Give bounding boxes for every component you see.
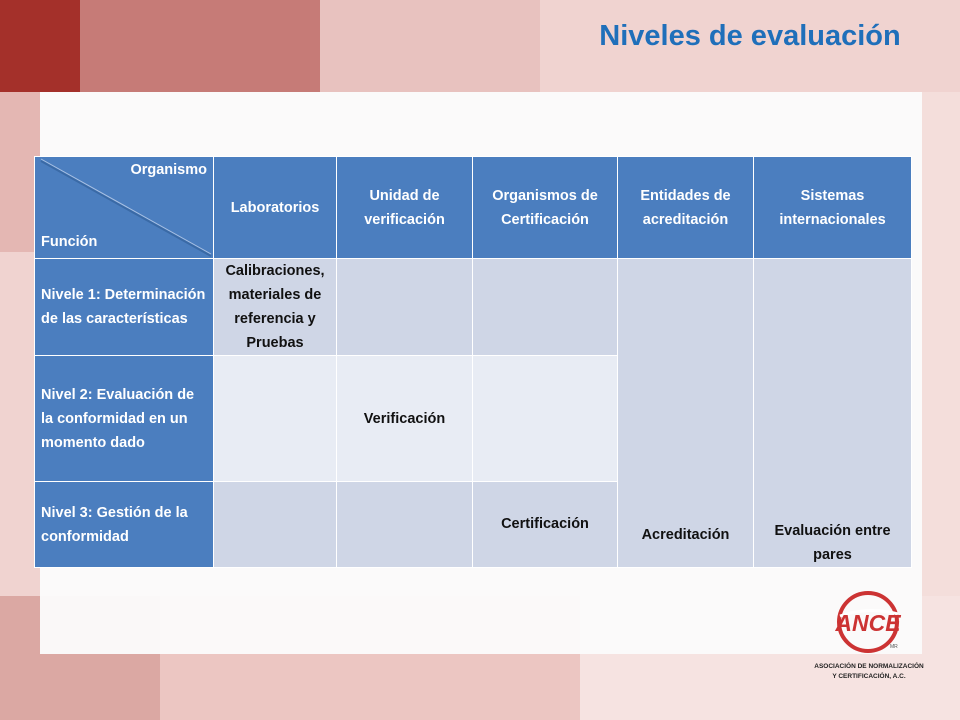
header-organismos-certificacion: Organismos de Certificación: [473, 157, 618, 259]
cell-oc-level2: [473, 356, 618, 482]
logo-caption-line1: ASOCIACIÓN DE NORMALIZACIÓN: [814, 663, 924, 670]
svg-text:ANCE: ANCE: [835, 610, 901, 636]
cell-labs-level3: [214, 482, 337, 568]
cell-oc-level3: Certificación: [473, 482, 618, 568]
bg-block-pink: [320, 0, 540, 92]
header-laboratorios: Laboratorios: [214, 157, 337, 259]
cell-labs-level1: Calibraciones, materiales de referencia y Pruebas: [214, 259, 337, 356]
row-label-level1: Nivele 1: Determinación de las características: [35, 259, 214, 356]
cell-acreditacion: Acreditación: [618, 259, 754, 568]
row-label-level3: Nivel 3: Gestión de la conformidad: [35, 482, 214, 568]
corner-organismo-label: Organismo: [130, 162, 207, 178]
ance-logo: [832, 586, 904, 658]
cell-uv-level2: Verificación: [337, 356, 473, 482]
header-sistemas-internacionales: Sistemas internacionales: [754, 157, 912, 259]
bg-block-darkred: [0, 0, 80, 92]
header-entidades-acreditacion: Entidades de acreditación: [618, 157, 754, 259]
cell-uv-level1: [337, 259, 473, 356]
cell-oc-level1: [473, 259, 618, 356]
svg-text:MR: MR: [890, 644, 898, 650]
header-unidad-verificacion: Unidad de verificación: [337, 157, 473, 259]
cell-evaluacion-pares: Evaluación entre pares: [754, 259, 912, 568]
ance-logo-caption: [806, 662, 932, 682]
logo-caption-line2: Y CERTIFICACIÓN, A.C.: [832, 673, 906, 680]
corner-header-cell: [35, 157, 214, 259]
row-label-level2: Nivel 2: Evaluación de la conformidad en un momento dado: [35, 356, 214, 482]
slide-title: Niveles de evaluación: [599, 20, 901, 52]
table-row-level1: [35, 259, 912, 356]
cell-uv-level3: [337, 482, 473, 568]
header-row: [35, 157, 912, 259]
bg-block-right: [922, 92, 960, 596]
evaluation-levels-table: [34, 156, 912, 568]
bg-block-rose: [80, 0, 320, 92]
cell-labs-level2: [214, 356, 337, 482]
corner-funcion-label: Función: [41, 234, 98, 250]
